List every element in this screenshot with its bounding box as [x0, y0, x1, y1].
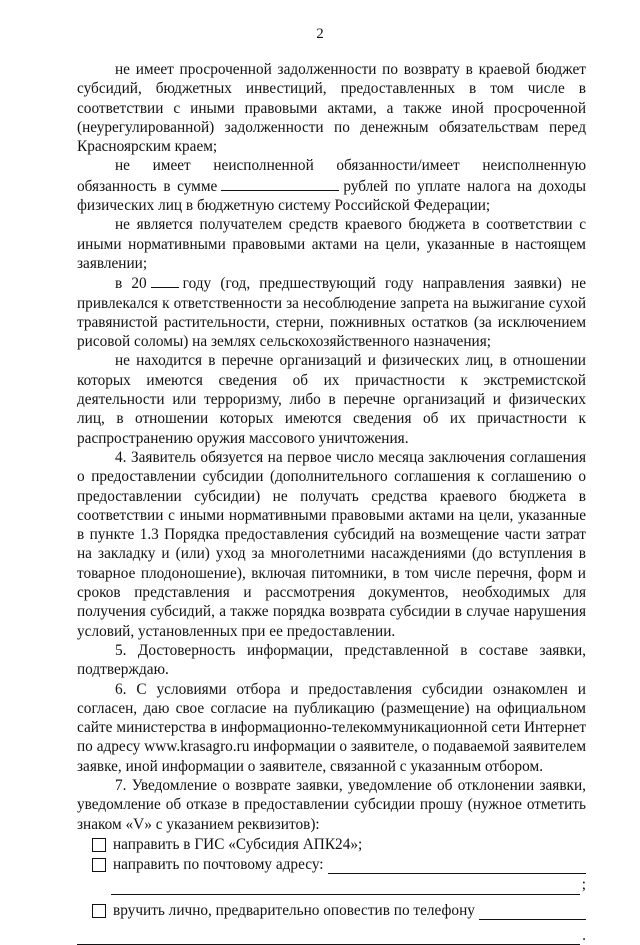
post-address-line-2	[111, 875, 586, 894]
paragraph-burning-ban	[77, 273, 586, 351]
year-field[interactable]	[151, 273, 179, 288]
checkbox-post[interactable]	[92, 858, 106, 872]
phone-field[interactable]	[479, 904, 586, 920]
year-prefix: в 20	[115, 275, 147, 293]
paragraph-item-6: 6. С условиями отбора и предоставления субсидии ознакомлен и согласен, даю свое согласие на публикацию (размещение) на официальном сайте министерства в информационно-телекоммуникационной сети Интернет по адресу www.krasagro.ru информации о заявителе, о подаваемой заявителем заявке, иной информации о заявителе, связанной с указанным отбором.	[77, 680, 586, 775]
post-address-field-2[interactable]	[111, 879, 580, 895]
option-post	[77, 855, 586, 874]
option-phone	[77, 901, 586, 920]
tax-text-end: рублей по уплате налога на доходы физических лиц в бюджетную систему Российской Федерации;	[77, 177, 587, 215]
paragraph-not-recipient: не является получателем средств краевого бюджета в соответствии с иными нормативными правовыми актами на цели, указанные в настоящем заявлении;	[77, 216, 586, 272]
paragraph-item-4: 4. Заявитель обязуется на первое число месяца заключения соглашения о предоставлении субсидии (дополнительного соглашения к соглашению о предоставлении субсидии) не получать средства краевого бюджета в соответствии с иными нормативными правовыми актами на цели, указанные в пункте 1.3 Порядка предоставления субсидий на возмещение части затрат на закладку и (или) уход за многолетними насаждениями (до вступления в товарное плодоношение), включая питомники, в том числе перечня, форм и сроков представления и рассмотрения документов, необходимых для получения субсидий, а также порядка возврата субсидии в случае нарушения условий, установленных при ее предоставлении.	[77, 448, 586, 640]
tax-text-start: не имеет неисполненной обязанности/имеет неисполненную обязанность в сумме	[77, 157, 586, 195]
phone-line-2	[77, 926, 586, 945]
paragraph-extremism-list: не находится в перечне организаций и физических лиц, в отношении которых имеются сведения об их причастности к экстремистской деятельности или терроризму, либо в перечне организаций и физических лиц, в отношении которых имеются сведения об их причастности к распространению оружия массового уничтожения.	[77, 352, 586, 447]
paragraph-tax-obligation	[77, 156, 586, 215]
option-gis-label: направить в ГИС «Субсидия АПК24»;	[113, 835, 363, 853]
phone-field-2[interactable]	[77, 929, 580, 945]
option-phone-label: вручить лично, предварительно оповестив по телефону	[113, 901, 475, 919]
paragraph-item-5: 5. Достоверность информации, представленной в составе заявки, подтверждаю.	[77, 641, 586, 679]
paragraph-no-debt: не имеет просроченной задолженности по возврату в краевой бюджет субсидий, бюджетных инвестиций, предоставленных в том числе в соответствии с иными правовыми актами, а также иной просроченной (неурегулированной) задолженности по денежным обязательствам перед Красноярским краем;	[77, 61, 586, 156]
phone-period: .	[582, 927, 586, 945]
post-address-field[interactable]	[328, 858, 586, 874]
post-semicolon: ;	[581, 876, 586, 894]
paragraph-item-7: 7. Уведомление о возврате заявки, уведомление об отклонении заявки, уведомление об отказе в предоставлении субсидии прошу (нужное отметить знаком «V» с указанием реквизитов):	[77, 776, 586, 833]
tax-amount-field[interactable]	[221, 176, 339, 191]
document-body	[77, 60, 586, 945]
burning-ban-text: году (год, предшествующий году направления заявки) не привлекался к ответственности за несоблюдение запрета на выжигание сухой травянистой растительности, стерни, пожнивных остатков (за исключением рисовой соломы) на землях сельскохозяйственного назначения;	[77, 275, 586, 351]
checkbox-phone[interactable]	[92, 904, 106, 918]
checkbox-gis[interactable]	[92, 838, 106, 852]
option-post-label: направить по почтовому адресу:	[113, 856, 324, 874]
page-number: 2	[316, 26, 324, 42]
option-gis	[77, 835, 586, 854]
